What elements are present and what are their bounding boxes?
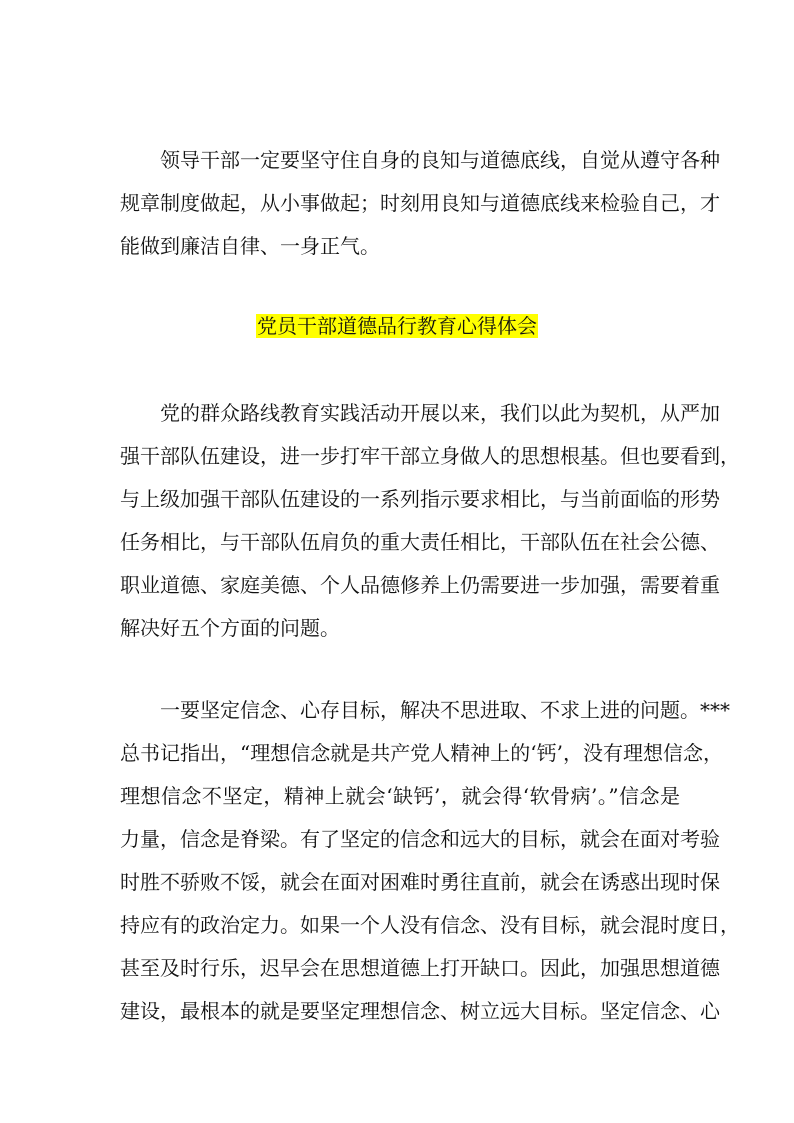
paragraph-line: 持应有的政治定力。如果一个人没有信念、没有目标，就会混时度日，	[120, 913, 740, 937]
paragraph-line: 规章制度做起，从小事做起；时刻用良知与道德底线来检验自己，才	[120, 191, 720, 215]
paragraph-line: 理想信念不坚定，精神上就会‘缺钙’，就会得‘软骨病’。”信念是	[120, 784, 680, 808]
section-heading	[0, 312, 794, 340]
paragraph-line: 时胜不骄败不馁，就会在面对困难时勇往直前，就会在诱惑出现时保	[120, 870, 720, 894]
paragraph-line: 强干部队伍建设，进一步打牢干部立身做人的思想根基。但也要看到，	[120, 444, 740, 468]
paragraph-line: 一要坚定信念、心存目标，解决不思进取、不求上进的问题。***	[160, 698, 730, 722]
paragraph-line: 与上级加强干部队伍建设的一系列指示要求相比，与当前面临的形势	[120, 487, 720, 511]
paragraph-line: 能做到廉洁自律、一身正气。	[120, 234, 380, 258]
paragraph-line: 任务相比，与干部队伍肩负的重大责任相比，干部队伍在社会公德、	[120, 530, 720, 554]
paragraph-line: 领导干部一定要坚守住自身的良知与道德底线，自觉从遵守各种	[160, 148, 720, 172]
heading-text: 党员干部道德品行教育心得体会	[257, 314, 537, 338]
paragraph-line: 总书记指出，“理想信念就是共产党人精神上的‘钙’，没有理想信念，	[120, 741, 723, 765]
paragraph-line: 党的群众路线教育实践活动开展以来，我们以此为契机，从严加	[160, 401, 720, 425]
paragraph-line: 甚至及时行乐，迟早会在思想道德上打开缺口。因此，加强思想道德	[120, 956, 720, 980]
paragraph-line: 建设，最根本的就是要坚定理想信念、树立远大目标。坚定信念、心	[120, 999, 720, 1023]
paragraph-line: 解决好五个方面的问题。	[120, 616, 340, 640]
paragraph-line: 力量，信念是脊梁。有了坚定的信念和远大的目标，就会在面对考验	[120, 827, 720, 851]
paragraph-line: 职业道德、家庭美德、个人品德修养上仍需要进一步加强，需要着重	[120, 573, 720, 597]
